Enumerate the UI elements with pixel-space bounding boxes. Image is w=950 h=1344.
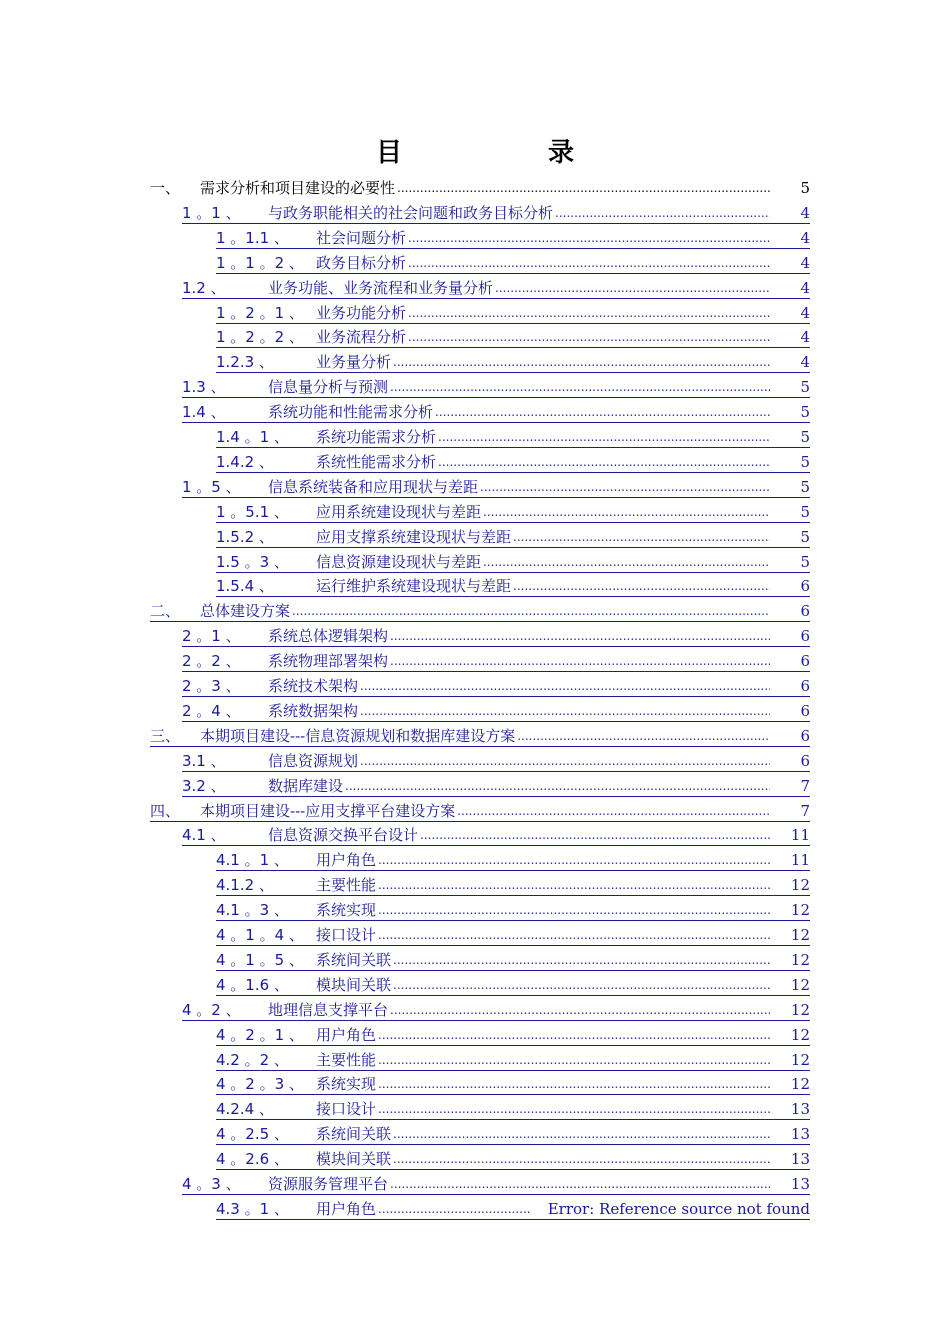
toc-entry-number: 4.1 。1 、 (216, 851, 289, 870)
toc-entry-number: 1 。1.1 、 (216, 228, 289, 247)
toc-entry[interactable] (216, 1120, 810, 1145)
dot-leader (408, 253, 770, 273)
toc-entry-title: 系统功能需求分析 (316, 428, 437, 446)
dot-leader (495, 278, 770, 298)
toc-entry-page: 4 (800, 328, 810, 347)
toc-entry-page: 5 (800, 378, 810, 397)
toc-entry-title: 信息量分析与预测 (268, 378, 389, 397)
toc-entry-title: 运行维护系统建设现状与差距 (316, 577, 512, 596)
dot-leader (438, 452, 770, 472)
toc-entry-page: 11 (790, 826, 810, 845)
toc-entry-title: 接口设计 (316, 926, 377, 944)
toc-entry-page: 12 (790, 950, 810, 969)
dot-leader (345, 776, 770, 796)
toc-entry[interactable] (182, 373, 810, 398)
toc-entry-number: 2 。3 、 (182, 677, 241, 695)
toc-entry-title: 应用支撑系统建设现状与差距 (316, 527, 512, 546)
toc-entry-title: 信息系统装备和应用现状与差距 (268, 477, 479, 496)
toc-entry-page: 6 (800, 701, 810, 720)
dot-leader (390, 1000, 770, 1020)
toc-entry-page: 4 (800, 228, 810, 247)
dot-leader (393, 352, 770, 372)
dot-leader (513, 527, 770, 547)
toc-entry-number: 二、 (150, 602, 181, 621)
toc-entry[interactable] (182, 697, 810, 722)
toc-entry-page: 12 (790, 1075, 810, 1094)
toc-entry-page: 13 (790, 1125, 810, 1144)
toc-entry-number: 1 。1 、 (182, 203, 241, 222)
toc-entry[interactable] (182, 1170, 810, 1195)
toc-entry[interactable] (216, 299, 810, 324)
toc-entry[interactable] (216, 423, 810, 448)
dot-leader (360, 676, 770, 696)
toc-entry-page: 11 (790, 851, 810, 870)
toc-entry-number: 1.4.2 、 (216, 452, 274, 471)
toc-entry-number: 1.5 。3 、 (216, 552, 289, 571)
toc-entry-title: 模块间关联 (316, 1150, 392, 1169)
dot-leader (513, 576, 770, 596)
toc-entry-number: 2 。4 、 (182, 701, 241, 720)
toc-entry-title: 系统数据架构 (268, 701, 359, 720)
dot-leader (378, 900, 770, 920)
toc-entry-title: 资源服务管理平台 (268, 1175, 389, 1193)
toc-entry-number: 4 。2 、 (182, 1000, 241, 1019)
toc-entry-page: 5 (800, 452, 810, 471)
dot-leader (517, 726, 770, 746)
dot-leader (390, 1174, 770, 1194)
dot-leader (378, 850, 770, 870)
toc-entry-number: 4.1 、 (182, 826, 226, 845)
toc-entry-number: 1 。2 。1 、 (216, 303, 304, 322)
toc-entry-page: 6 (800, 602, 810, 621)
toc-entry-page: 6 (800, 577, 810, 596)
toc-entry-page: 12 (790, 1025, 810, 1044)
dot-leader (378, 1025, 770, 1045)
toc-entry-page: 5 (800, 527, 810, 546)
toc-entry-page: Error: Reference source not found (547, 1199, 810, 1218)
toc-entry-page: 6 (800, 627, 810, 646)
toc-entry-page: 7 (800, 776, 810, 795)
toc-entry-page: 4 (800, 203, 810, 222)
toc-entry-page: 12 (790, 901, 810, 920)
toc-entry-number: 4.2.4 、 (216, 1100, 274, 1119)
toc-entry[interactable] (216, 348, 810, 373)
toc-entry-page: 12 (790, 1050, 810, 1069)
toc-entry-title: 政务目标分析 (316, 253, 407, 272)
toc-entry-number: 三、 (150, 726, 181, 745)
toc-entry-page: 12 (790, 926, 810, 944)
toc-entry-page: 4 (800, 278, 810, 297)
toc-entry[interactable] (182, 996, 810, 1021)
toc-entry-number: 2 。2 、 (182, 652, 241, 671)
toc-entry-page: 7 (800, 801, 810, 820)
toc-entry-page: 13 (790, 1100, 810, 1119)
toc-entry-number: 1 。1 。2 、 (216, 253, 304, 272)
dot-leader (480, 477, 770, 497)
toc-entry-title: 业务功能分析 (316, 303, 407, 322)
toc-entry-page: 6 (800, 751, 810, 770)
toc-entry-number: 4 。2 。1 、 (216, 1025, 304, 1044)
toc-entry-title: 主要性能 (316, 1050, 377, 1069)
toc-entry-title: 系统实现 (316, 1075, 377, 1094)
toc-entry[interactable] (216, 971, 810, 996)
dot-leader (378, 875, 770, 895)
toc-entry[interactable] (182, 821, 810, 846)
toc-entry-number: 1 。5 、 (182, 477, 241, 496)
toc-entry[interactable] (216, 1021, 810, 1046)
toc-entry-page: 6 (800, 652, 810, 671)
dot-leader (393, 975, 770, 995)
toc-entry[interactable] (182, 199, 810, 224)
toc-entry-page: 5 (800, 477, 810, 496)
dot-leader (378, 1199, 530, 1219)
dot-leader (483, 502, 770, 522)
toc-entry-number: 1 。2 。2 、 (216, 328, 304, 347)
toc-entry-title: 系统实现 (316, 901, 377, 920)
toc-entry-title: 需求分析和项目建设的必要性 (200, 179, 396, 197)
toc-entry-page: 12 (790, 876, 810, 895)
toc-entry[interactable] (216, 1145, 810, 1170)
dot-leader (378, 1074, 770, 1094)
toc-entry[interactable] (216, 523, 810, 548)
dot-leader (555, 203, 770, 223)
toc-entry-number: 3.2 、 (182, 776, 226, 795)
toc-entry-number: 4 。1 。5 、 (216, 950, 304, 969)
dot-leader (408, 303, 770, 323)
toc-entry[interactable] (216, 921, 810, 946)
toc-entry-number: 1.4 、 (182, 403, 226, 422)
toc-entry[interactable] (150, 797, 810, 822)
toc-entry-number: 一、 (150, 179, 181, 197)
toc-entry-number: 4 。2.5 、 (216, 1125, 289, 1144)
toc-entry-title: 系统性能需求分析 (316, 452, 437, 471)
toc-entry[interactable] (216, 846, 810, 871)
toc-entry[interactable] (182, 274, 810, 299)
dot-leader (390, 651, 770, 671)
dot-leader (393, 950, 770, 970)
toc-entry-page: 13 (790, 1150, 810, 1169)
dot-leader (378, 1050, 770, 1070)
toc-entry-title: 主要性能 (316, 876, 377, 895)
toc-entry-page: 12 (790, 1000, 810, 1019)
toc-entry[interactable] (216, 323, 810, 348)
toc-entry-page: 5 (800, 403, 810, 422)
toc-title: 目 录 (375, 138, 634, 168)
toc-entry-page: 5 (800, 552, 810, 571)
toc-entry-title: 业务功能、业务流程和业务量分析 (268, 278, 494, 297)
toc-entry-title: 数据库建设 (268, 776, 344, 795)
toc-entry-number: 4.1 。3 、 (216, 901, 289, 920)
toc-entry-number: 四、 (150, 801, 181, 820)
dot-leader (457, 801, 770, 821)
toc-entry-number: 4 。1.6 、 (216, 975, 289, 994)
toc-entry-page: 6 (800, 677, 810, 695)
toc-entry-number: 4 。2.6 、 (216, 1150, 289, 1169)
toc-entry[interactable] (150, 597, 810, 622)
toc-entry-title: 本期项目建设---信息资源规划和数据库建设方案 (200, 726, 516, 745)
dot-leader (393, 1149, 770, 1169)
toc-entry-number: 4.3 。1 、 (216, 1199, 289, 1218)
toc-entry-page: 4 (800, 253, 810, 272)
toc-entry[interactable] (216, 946, 810, 971)
dot-leader (393, 1124, 770, 1144)
toc-entry[interactable] (216, 1070, 810, 1095)
toc-entry-title: 应用系统建设现状与差距 (316, 502, 482, 521)
toc-entry[interactable] (150, 722, 810, 747)
toc-entry[interactable] (182, 672, 810, 697)
dot-leader (420, 825, 770, 845)
toc-entry-number: 4.1.2 、 (216, 876, 274, 895)
toc-entry-title: 业务流程分析 (316, 328, 407, 347)
toc-entry[interactable] (182, 747, 810, 772)
toc-entry-title: 用户角色 (316, 1025, 377, 1044)
toc-entry-number: 1 。5.1 、 (216, 502, 289, 521)
toc-entry-title: 社会问题分析 (316, 228, 407, 247)
toc-entry-number: 2 。1 、 (182, 627, 241, 646)
toc-entry[interactable] (216, 1195, 810, 1220)
toc-entry-page: 4 (800, 303, 810, 322)
toc-entry[interactable] (216, 896, 810, 921)
toc-entry-number: 1.2.3 、 (216, 353, 274, 372)
dot-leader (292, 601, 770, 621)
dot-leader (408, 228, 770, 248)
toc-entry[interactable] (216, 1095, 810, 1120)
toc-entry-title: 系统功能和性能需求分析 (268, 403, 434, 422)
toc-entry-title: 接口设计 (316, 1100, 377, 1119)
toc-entry-title: 系统间关联 (316, 1125, 392, 1144)
toc-entry-number: 4 。1 。4 、 (216, 926, 304, 944)
toc-entry[interactable] (182, 647, 810, 672)
toc-entry-number: 3.1 、 (182, 751, 226, 770)
dot-leader (397, 178, 770, 198)
toc-entry-number: 1.3 、 (182, 378, 226, 397)
toc-entry-number: 4 。2 。3 、 (216, 1075, 304, 1094)
dot-leader (408, 327, 770, 347)
toc-entry-page: 5 (800, 502, 810, 521)
toc-entry-title: 业务量分析 (316, 353, 392, 372)
toc-entry[interactable] (216, 249, 810, 274)
toc-entry-title: 系统技术架构 (268, 677, 359, 695)
toc-entry-page: 4 (800, 353, 810, 372)
toc-entry-number: 1.5.4 、 (216, 577, 274, 596)
toc-entry-page: 5 (800, 179, 810, 197)
toc-entry-page: 12 (790, 975, 810, 994)
toc-entry[interactable] (182, 772, 810, 797)
toc-entry-number: 4 。3 、 (182, 1175, 241, 1193)
toc-entry-number: 1.2 、 (182, 278, 226, 297)
toc-entry-title: 用户角色 (316, 1199, 377, 1218)
toc-entry[interactable] (216, 548, 810, 573)
dot-leader (435, 402, 770, 422)
toc-entry-title: 与政务职能相关的社会问题和政务目标分析 (268, 203, 554, 222)
toc-entry-page: 13 (790, 1175, 810, 1193)
toc-entry[interactable] (216, 572, 810, 597)
toc-entry-title: 用户角色 (316, 851, 377, 870)
toc-entry[interactable] (182, 622, 810, 647)
dot-leader (360, 701, 770, 721)
toc-entry-number: 1.4 。1 、 (216, 428, 289, 446)
toc-entry[interactable] (216, 871, 810, 896)
toc-entry[interactable] (216, 1046, 810, 1071)
dot-leader (438, 427, 770, 447)
toc-entry-title: 信息资源规划 (268, 751, 359, 770)
toc-entry-number: 1.5.2 、 (216, 527, 274, 546)
toc-entry[interactable] (182, 398, 810, 423)
toc-entry-title: 系统物理部署架构 (268, 652, 389, 671)
toc-entry[interactable] (216, 498, 810, 523)
dot-leader (483, 552, 770, 572)
toc-entry (150, 174, 810, 198)
toc-entry-title: 信息资源建设现状与差距 (316, 552, 482, 571)
toc-entry-page: 6 (800, 726, 810, 745)
toc-entry-title: 模块间关联 (316, 975, 392, 994)
dot-leader (378, 925, 770, 945)
toc-entry-number: 4.2 。2 、 (216, 1050, 289, 1069)
toc-entry-title: 系统总体逻辑架构 (268, 627, 389, 646)
toc-entry-page: 5 (800, 428, 810, 446)
toc-entry-title: 本期项目建设---应用支撑平台建设方案 (200, 801, 456, 820)
toc-entry[interactable] (182, 473, 810, 498)
toc-entry[interactable] (216, 224, 810, 249)
dot-leader (360, 751, 770, 771)
toc-entry[interactable] (216, 448, 810, 473)
toc-entry-title: 总体建设方案 (200, 602, 291, 621)
toc-entry-title: 系统间关联 (316, 950, 392, 969)
dot-leader (378, 1099, 770, 1119)
dot-leader (390, 626, 770, 646)
dot-leader (390, 377, 770, 397)
toc-entry-title: 信息资源交换平台设计 (268, 826, 419, 845)
toc-entry-title: 地理信息支撑平台 (268, 1000, 389, 1019)
